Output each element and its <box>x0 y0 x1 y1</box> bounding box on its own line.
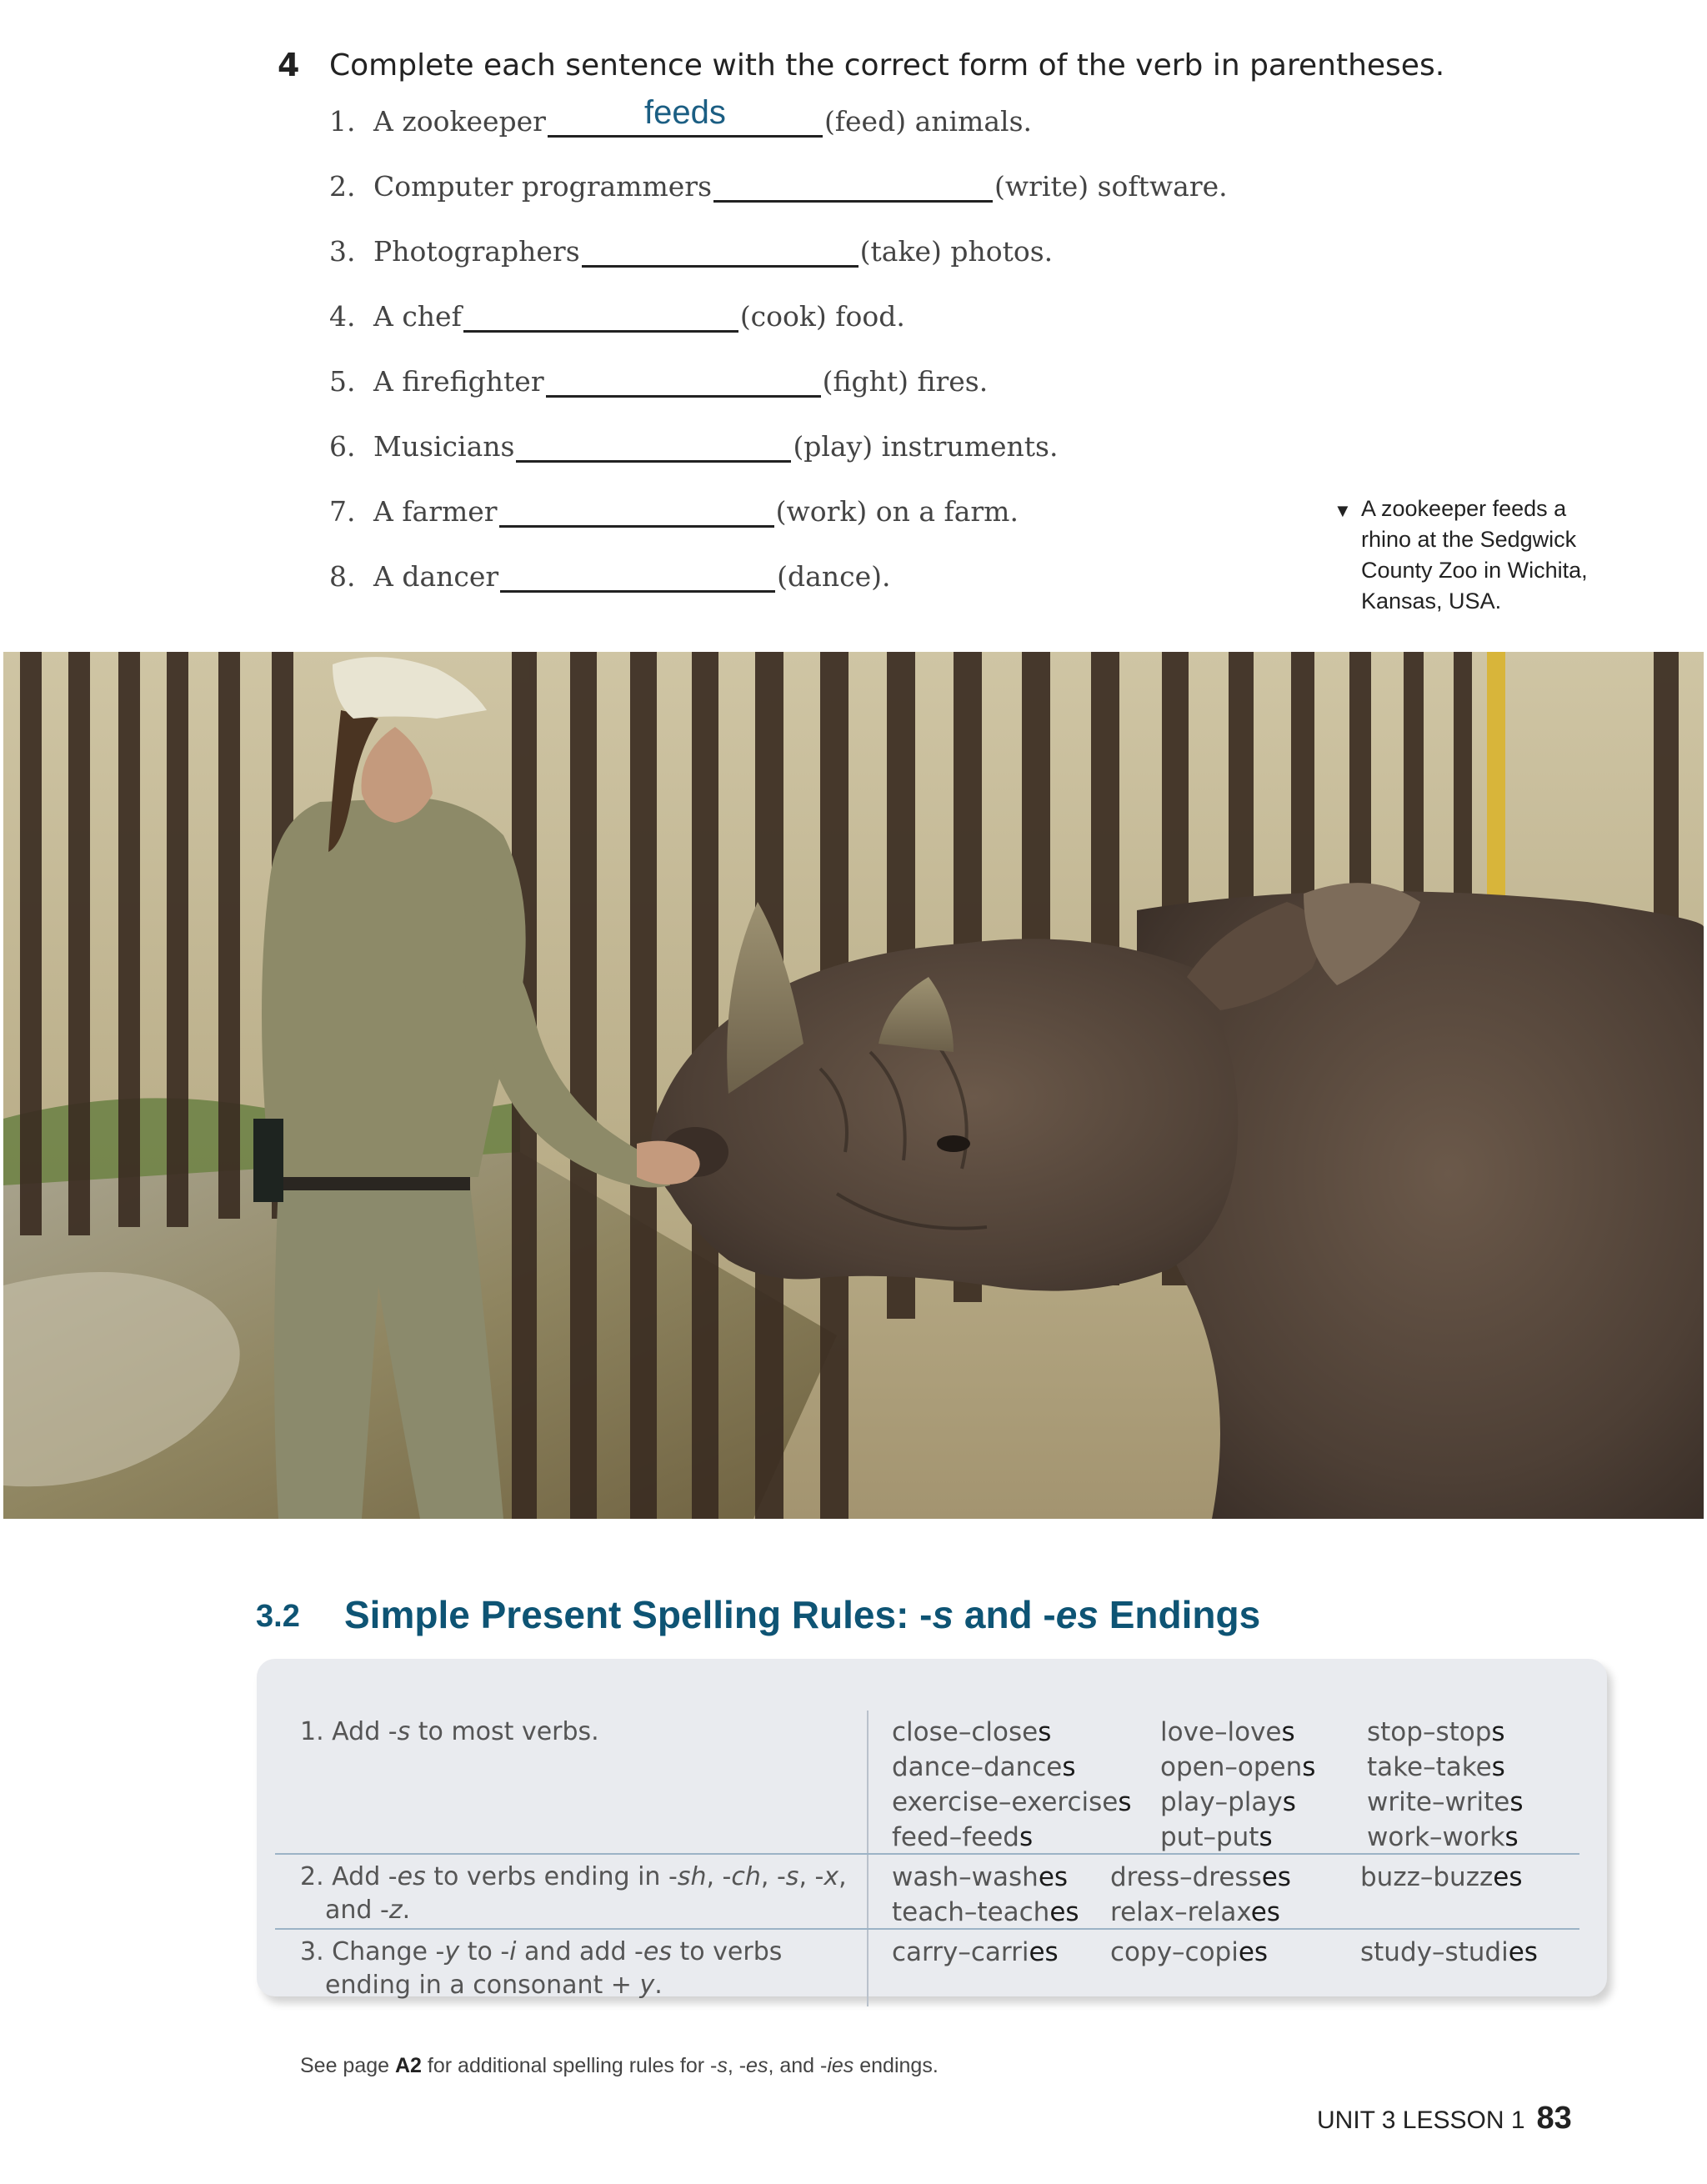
item-subject: A farmer <box>373 495 498 528</box>
item-verb: (write) software. <box>994 170 1228 203</box>
zookeeper-rhino-photo <box>3 652 1704 1519</box>
caption-text: A zookeeper feeds a rhino at the Sedgwick County Zoo in Wichita, Kansas, USA. <box>1361 496 1588 614</box>
item-subject: Musicians <box>373 430 515 463</box>
item-verb: (play) instruments. <box>793 430 1059 463</box>
answer-blank[interactable] <box>516 423 791 463</box>
page-reference-link[interactable]: A2 <box>395 2054 422 2077</box>
exercise-number: 4 <box>278 47 300 83</box>
example-word: carry–carries <box>892 1937 1059 1967</box>
example-word: wash–washes <box>892 1862 1069 1892</box>
example-word: dress–dresses <box>1110 1862 1291 1892</box>
item-number: 1. <box>329 105 356 138</box>
rule-2-text-cont: and -z. <box>325 1896 411 1925</box>
answer-blank[interactable] <box>548 94 823 138</box>
example-word: take–takes <box>1367 1752 1505 1782</box>
answer-blank[interactable] <box>499 488 774 528</box>
example-word: copy–copies <box>1110 1937 1269 1967</box>
item-subject: Computer programmers <box>373 170 713 203</box>
caption-triangle-icon: ▼ <box>1334 500 1352 521</box>
unit-lesson-label: UNIT 3 LESSON 1 <box>1317 2106 1525 2134</box>
photo-illustration <box>3 652 1704 1519</box>
item-number: 6. <box>329 430 356 463</box>
exercise-item <box>329 291 905 333</box>
example-word: teach–teaches <box>892 1897 1079 1927</box>
example-word: relax–relaxes <box>1110 1897 1280 1927</box>
page-footer <box>1317 2101 1572 2136</box>
example-word: study–studies <box>1360 1937 1538 1967</box>
example-word: feed–feeds <box>892 1822 1034 1852</box>
exercise-item <box>329 226 1053 268</box>
example-word: work–works <box>1367 1822 1519 1852</box>
item-subject: A zookeeper <box>373 105 546 138</box>
item-verb: (fight) fires. <box>822 365 989 398</box>
item-verb: (cook) food. <box>739 300 905 333</box>
photo-caption <box>1334 493 1609 617</box>
exercise-item <box>329 551 890 593</box>
answer-blank[interactable] <box>713 163 993 203</box>
answer-text: feeds <box>644 94 726 131</box>
rule-1-text: 1. Add -s to most verbs. <box>300 1717 599 1746</box>
rule-2-text: 2. Add -es to verbs ending in -sh, -ch, -s, -x, <box>300 1862 847 1891</box>
example-word: close–closes <box>892 1717 1052 1747</box>
example-word: love–loves <box>1160 1717 1295 1747</box>
column-divider <box>867 1711 869 2006</box>
item-number: 2. <box>329 170 356 203</box>
footnote: See page A2 for additional spelling rules for -s, -es, and -ies endings. <box>300 2054 939 2077</box>
answer-blank[interactable] <box>582 228 859 268</box>
answer-blank[interactable] <box>500 554 775 593</box>
exercise-item <box>329 96 1032 138</box>
exercise-item <box>329 486 1019 528</box>
item-verb: (take) photos. <box>859 235 1054 268</box>
item-verb: (work) on a farm. <box>775 495 1019 528</box>
exercise-item <box>329 421 1058 463</box>
answer-blank[interactable] <box>546 358 821 398</box>
example-word: play–plays <box>1160 1787 1296 1817</box>
item-subject: A dancer <box>373 560 499 593</box>
item-number: 8. <box>329 560 356 593</box>
example-word: stop–stops <box>1367 1717 1505 1747</box>
exercise-item <box>329 161 1228 203</box>
example-word: put–puts <box>1160 1822 1273 1852</box>
item-verb: (dance). <box>777 560 891 593</box>
item-number: 7. <box>329 495 356 528</box>
example-word: exercise–exercises <box>892 1787 1132 1817</box>
item-number: 5. <box>329 365 356 398</box>
item-subject: Photographers <box>373 235 580 268</box>
example-word: open–opens <box>1160 1752 1316 1782</box>
item-verb: (feed) animals. <box>823 105 1033 138</box>
page-number: 83 <box>1536 2101 1572 2136</box>
item-subject: A chef <box>373 300 462 333</box>
rule-3-text-cont: ending in a consonant + y. <box>325 1971 663 2000</box>
item-number: 4. <box>329 300 356 333</box>
exercise-item <box>329 356 988 398</box>
item-subject: A firefighter <box>373 365 544 398</box>
example-word: dance–dances <box>892 1752 1076 1782</box>
item-number: 3. <box>329 235 356 268</box>
example-word: write–writes <box>1367 1787 1524 1817</box>
section-title: Simple Present Spelling Rules: -s and -es Endings <box>344 1593 1261 1636</box>
exercise-instruction: Complete each sentence with the correct form of the verb in parentheses. <box>329 48 1445 83</box>
answer-blank[interactable] <box>463 293 738 333</box>
example-word: buzz–buzzes <box>1360 1862 1523 1892</box>
section-number: 3.2 <box>256 1599 300 1634</box>
rule-3-text: 3. Change -y to -i and add -es to verbs <box>300 1937 783 1966</box>
